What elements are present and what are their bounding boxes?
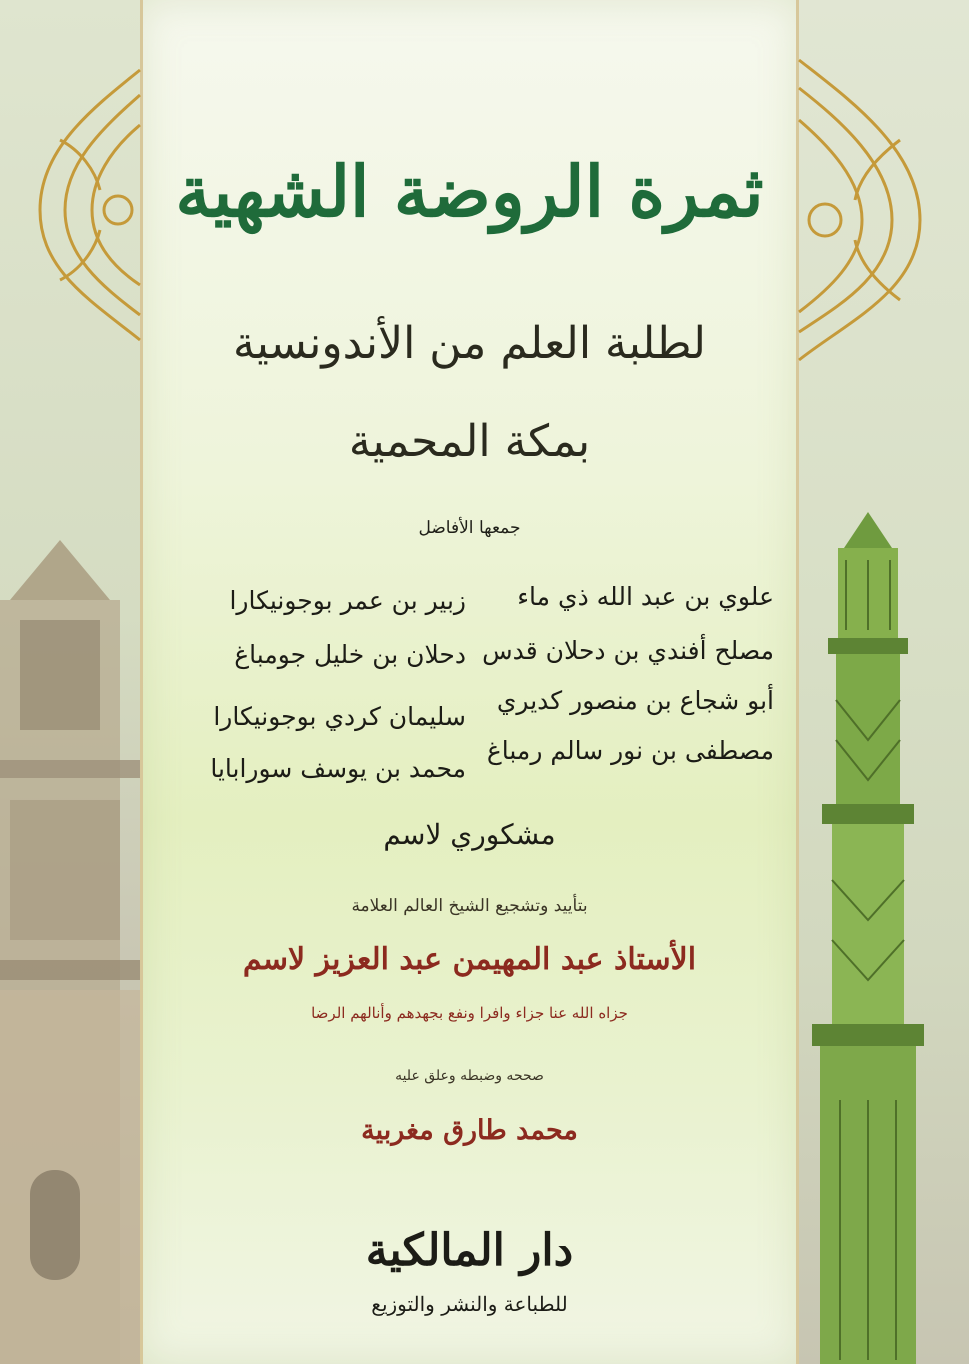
edited-by-label: صححه وضبطه وعلق عليه (395, 1068, 544, 1084)
prayer-line: جزاه الله عنا جزاء وافرا ونفع بجهدهم وأنالهم الرضا (311, 1004, 628, 1022)
author-left-4: محمد بن يوسف سورابايا (210, 754, 466, 783)
publisher-name: دار المالكية (365, 1225, 574, 1276)
author-left-1: زبير بن عمر بوجونيكارا (229, 586, 466, 615)
minaret-left-icon (0, 540, 140, 1364)
book-subtitle-line1: لطلبة العلم من الأندونسية (233, 318, 706, 369)
publisher-subtitle: للطباعة والنشر والتوزيع (371, 1292, 568, 1316)
author-right-1: علوي بن عبد الله ذي ماء (517, 582, 774, 611)
book-subtitle-line2: بمكة المحمية (348, 416, 591, 467)
sheikh-name: الأستاذ عبد المهيمن عبد العزيز لاسم (242, 942, 697, 977)
author-left-2: دحلان بن خليل جومباغ (234, 640, 466, 669)
author-right-3: أبو شجاع بن منصور كديري (496, 686, 774, 715)
editor-name: محمد طارق مغربية (361, 1115, 578, 1146)
support-line: بتأييد وتشجيع الشيخ العالم العلامة (351, 896, 588, 916)
compiled-by-label: جمعها الأفاضل (418, 518, 521, 538)
ornament-right-icon (799, 60, 920, 360)
author-left-3: سليمان كردي بوجونيكارا (213, 702, 466, 731)
ornament-left-icon (40, 70, 140, 340)
minaret-right-icon (812, 512, 924, 1364)
thanks-line: مشكوري لاسم (383, 818, 556, 851)
book-title: ثمرة الروضة الشهية (175, 150, 764, 233)
author-right-2: مصلح أفندي بن دحلان قدس (482, 636, 774, 665)
author-right-4: مصطفى بن نور سالم رمباغ (486, 736, 774, 765)
